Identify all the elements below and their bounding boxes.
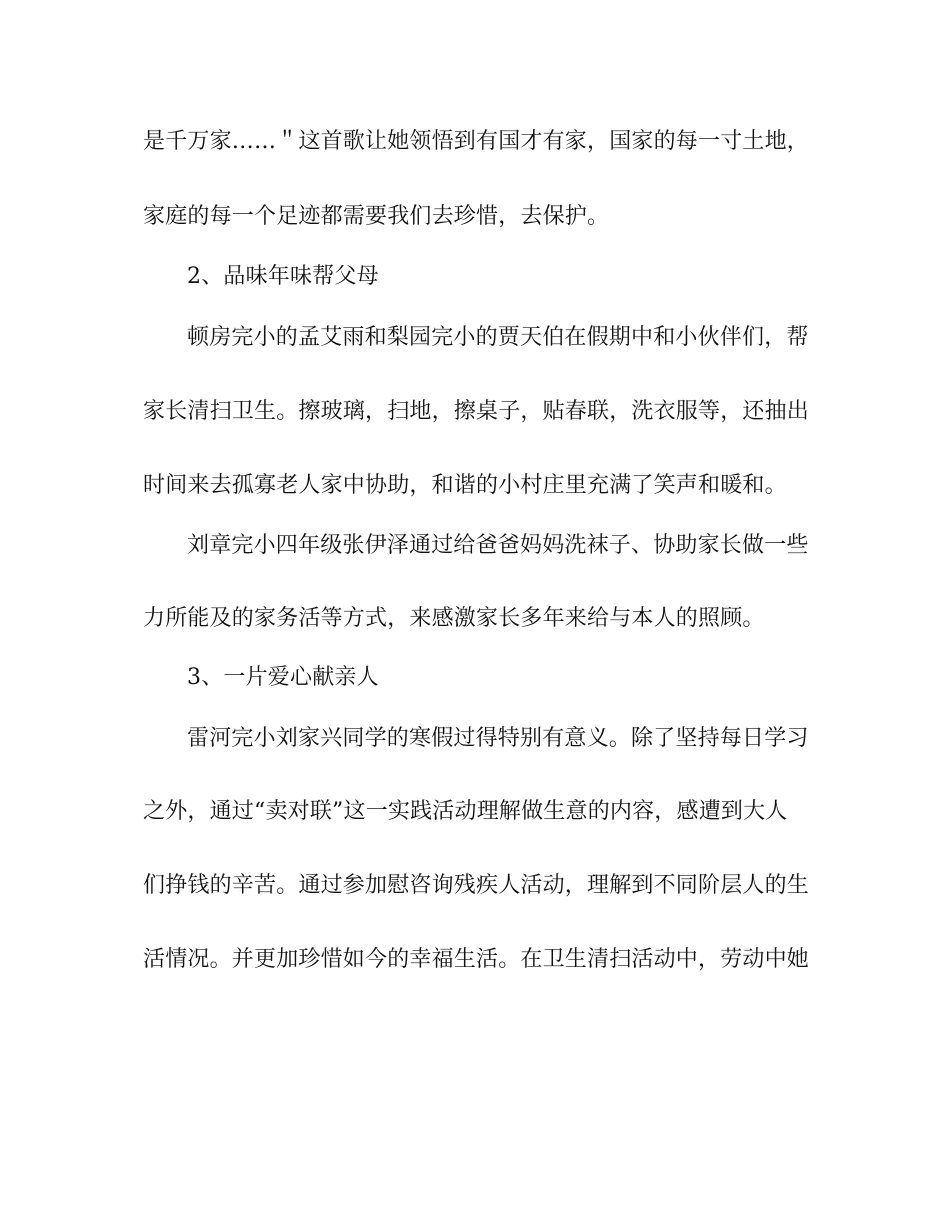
paragraph-line: 力所能及的家务活等方式，来感激家长多年来给与本人的照顾。 xyxy=(143,606,765,631)
paragraph-line: 活情况。并更加珍惜如今的幸福生活。在卫生清扫活动中，劳动中她 xyxy=(143,947,810,972)
paragraph-line: 刘章完小四年级张伊泽通过给爸爸妈妈洗袜子、协助家长做一些 xyxy=(187,533,809,558)
paragraph-line: 时间来去孤寡老人家中协助，和谐的小村庄里充满了笑声和暖和。 xyxy=(143,473,787,498)
paragraph-line: 是千万家……＂这首歌让她领悟到有国才有家，国家的每一寸土地， xyxy=(143,129,810,154)
paragraph-line: 雷河完小刘家兴同学的寒假过得特别有意义。除了坚持每日学习 xyxy=(187,726,809,751)
paragraph-line: 之外，通过“卖对联”这一实践活动理解做生意的内容，感遭到大人 xyxy=(143,799,788,824)
paragraph-line: 们挣钱的辛苦。通过参加慰咨询残疾人活动，理解到不同阶层人的生 xyxy=(143,873,810,898)
paragraph-line: 家长清扫卫生。擦玻璃，扫地，擦桌子，贴春联，洗衣服等，还抽出 xyxy=(143,399,810,424)
paragraph-line: 家庭的每一个足迹都需要我们去珍惜，去保护。 xyxy=(143,204,610,229)
section-heading: 2、品味年味帮父母 xyxy=(187,264,379,289)
section-heading: 3、一片爱心献亲人 xyxy=(187,665,379,690)
paragraph-line: 顿房完小的孟艾雨和梨园完小的贾天伯在假期中和小伙伴们，帮 xyxy=(187,325,809,350)
